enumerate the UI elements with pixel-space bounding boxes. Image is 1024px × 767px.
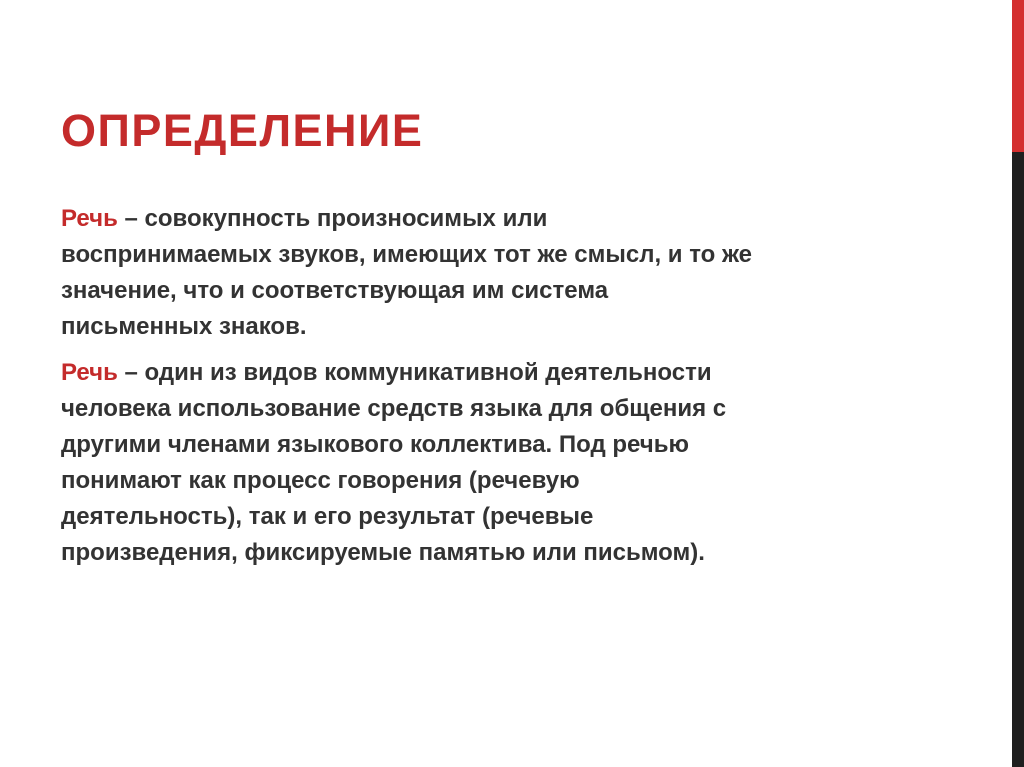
definition-line: письменных знаков.	[61, 313, 307, 340]
definition-line: значение, что и соответствующая им система	[61, 277, 609, 304]
definition-text: – совокупность произносимых или	[117, 205, 548, 232]
definition-term: Речь	[61, 205, 118, 232]
definition-line	[61, 359, 712, 386]
definition-line: деятельность), так и его результат (речевые	[61, 503, 594, 530]
definition-line: другими членами языкового коллектива. Под речью	[61, 431, 689, 458]
definition-text: – один из видов коммуникативной деятельности	[117, 359, 712, 386]
accent-bar-red	[1012, 0, 1024, 152]
accent-bar-dark	[1012, 152, 1024, 767]
definition-line: произведения, фиксируемые памятью или письмом).	[61, 539, 705, 566]
definition-term: Речь	[61, 359, 118, 386]
slide-body	[61, 201, 961, 581]
definition-paragraph-2	[61, 355, 961, 571]
definition-paragraph-1	[61, 201, 961, 345]
slide-title: ОПРЕДЕЛЕНИЕ	[61, 105, 424, 156]
definition-line: человека использование средств языка для общения с	[61, 395, 727, 422]
definition-line	[61, 205, 547, 232]
definition-line: воспринимаемых звуков, имеющих тот же смысл, и то же	[61, 241, 753, 268]
definition-line: понимают как процесс говорения (речевую	[61, 467, 580, 494]
